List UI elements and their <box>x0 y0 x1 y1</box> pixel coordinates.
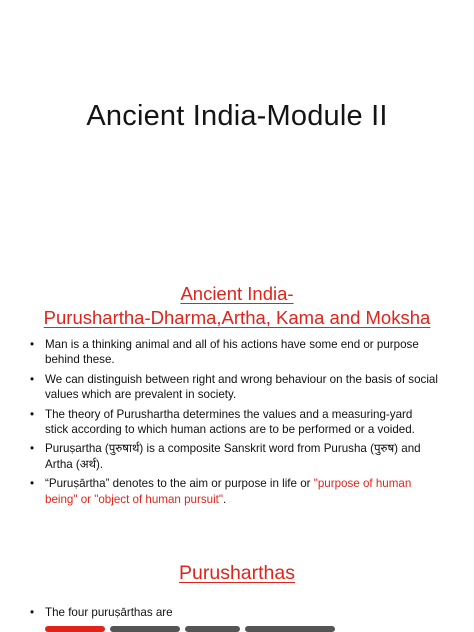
content-slide-purushartha <box>0 270 474 540</box>
content-slide-purusharthas <box>0 548 474 632</box>
bullet-text-end: . <box>222 492 227 506</box>
slide-heading: Purusharthas <box>179 562 295 584</box>
cut-off-text-fragment <box>185 626 240 632</box>
slide-heading <box>0 282 474 330</box>
bullet-text: “Puruṣārtha” denotes to the aim or purpose in life or <box>45 477 314 491</box>
slide-title: Ancient India-Module II <box>86 100 388 132</box>
highlighted-quote: "purpose of human being" or "object of human pursuit" <box>45 477 412 506</box>
bullet-item: • We can distinguish between right and wrong behaviour on the basis of social values which are prevalent in society. <box>28 372 438 403</box>
bullet-list <box>28 605 438 624</box>
cut-off-text-line <box>45 626 405 632</box>
bullet-item: • Man is a thinking animal and all of his actions have some end or purpose behind these. <box>28 337 438 368</box>
bullet-item: • Puruṣartha (पुरुषार्थ) is a composite Sanskrit word from Purusha (पुरुष) and Artha (अर्थ). <box>28 441 438 472</box>
slide-heading-line-2: Purushartha-Dharma,Artha, Kama and Moksha <box>43 307 431 328</box>
title-slide <box>0 0 474 255</box>
cut-off-text-fragment <box>110 626 180 632</box>
bullet-item: • The theory of Purushartha determines the values and a measuring-yard stick according to which human actions are to be performed or a voided. <box>28 407 438 438</box>
cut-off-text-fragment <box>245 626 335 632</box>
bullet-list <box>28 337 438 511</box>
slide-heading-line-1: Ancient India- <box>180 283 294 304</box>
cut-off-red-fragment <box>45 626 105 632</box>
bullet-item <box>28 476 438 507</box>
bullet-item: • The four puruṣārthas are <box>28 605 438 620</box>
